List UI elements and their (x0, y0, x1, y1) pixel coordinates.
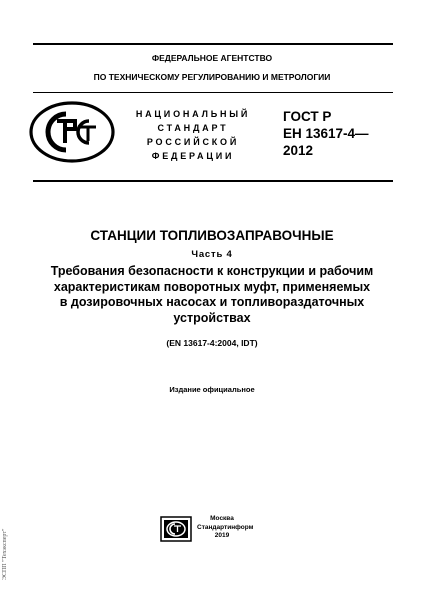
edition-label: Издание официальное (169, 385, 255, 394)
top-rule (33, 43, 393, 45)
national-standard-line: НАЦИОНАЛЬНЫЙ (135, 109, 251, 119)
subtitle-line: устройствах (173, 310, 251, 325)
gost-designation-line: 2012 (283, 143, 314, 158)
gost-designation-line: ГОСТ Р (283, 109, 332, 124)
en-reference: (EN 13617-4:2004, IDT) (166, 338, 258, 348)
gost-r-logo-icon (29, 101, 115, 168)
agency-name-line-1: ФЕДЕРАЛЬНОЕ АГЕНТСТВО (151, 53, 273, 63)
publisher-info (197, 515, 254, 541)
standard-block-rule (33, 180, 393, 182)
header-rule (33, 92, 393, 93)
publisher-name: Стандартинформ (197, 523, 254, 531)
national-standard-line: СТАНДАРТ (157, 123, 229, 133)
national-standard-line: РОССИЙСКОЙ (146, 137, 240, 147)
gost-designation-line: ЕН 13617-4— (283, 126, 369, 141)
document-subtitle (30, 264, 394, 326)
subtitle-line: Требования безопасности к конструкции и рабочим (50, 264, 374, 278)
subtitle-line: характеристикам поворотных муфт, применяемых (53, 279, 371, 294)
publication-year: 2019 (214, 532, 230, 539)
part-label: Часть 4 (191, 249, 233, 260)
side-watermark: ЭСПП "Техэксперт" (2, 528, 8, 580)
standartinform-logo-icon (160, 516, 192, 547)
national-standard-line: ФЕДЕРАЦИИ (151, 151, 235, 161)
subtitle-line: в дозировочных насосах и топливораздаточных (59, 295, 365, 309)
publisher-city: Москва (210, 515, 234, 522)
document-title: СТАНЦИИ ТОПЛИВОЗАПРАВОЧНЫЕ (90, 228, 334, 243)
agency-name-line-2: ПО ТЕХНИЧЕСКОМУ РЕГУЛИРОВАНИЮ И МЕТРОЛОГИИ (93, 72, 331, 82)
